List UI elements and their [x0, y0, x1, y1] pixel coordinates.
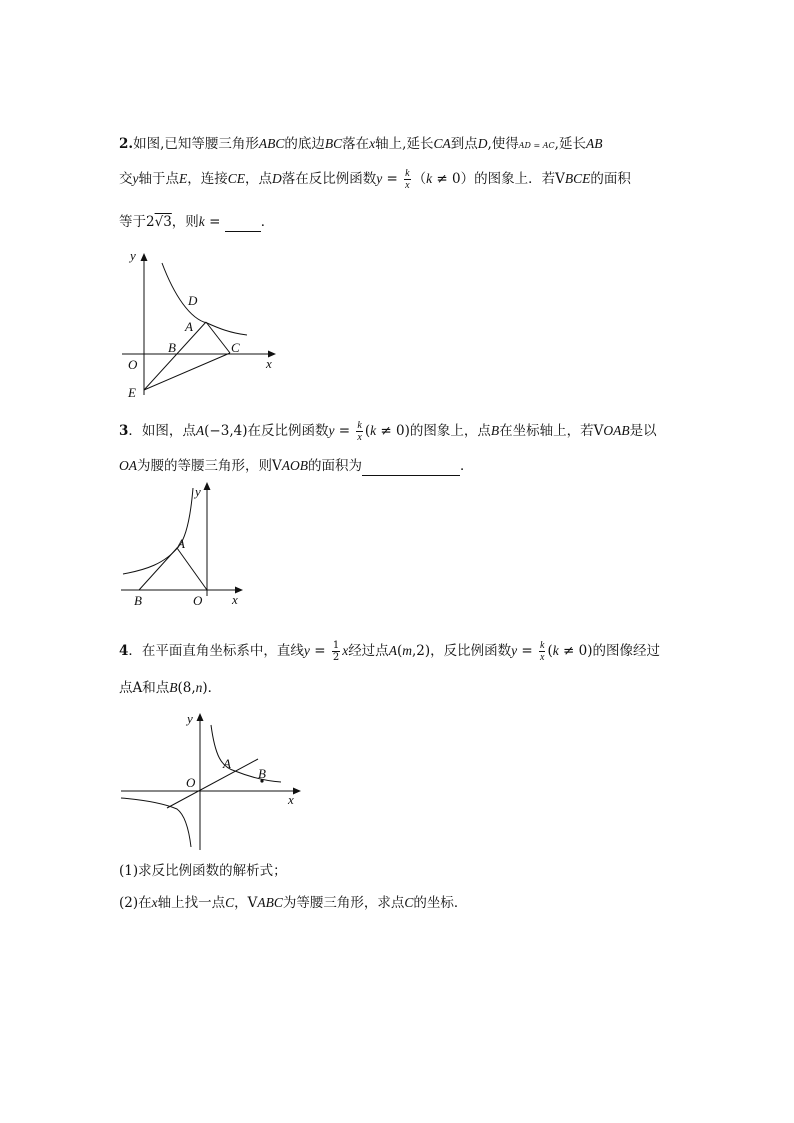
q4-label-a: A [223, 756, 231, 771]
q2-y-arrow [141, 253, 148, 261]
q4-line2: 点A和点B(8,n)． [119, 680, 222, 696]
q4-label-y: y [187, 711, 193, 726]
q4-x-arrow [293, 788, 301, 795]
q2-figure [110, 245, 290, 405]
q2-line3: 等于2√3，则k = ． [119, 214, 275, 230]
q3-line-ao [177, 548, 207, 590]
q2-label-a: A [185, 319, 193, 334]
q4-line-y-half-x [167, 759, 258, 808]
q3-hyperbola [123, 488, 193, 574]
q4-label-x: x [288, 792, 294, 807]
q4-sub2: (2)在x轴上找一点C，VABC为等腰三角形，求点C的坐标． [119, 895, 468, 911]
q2-line-ec [144, 353, 230, 390]
q3-label-b: B [134, 593, 142, 608]
q4-hyperbola-q1 [211, 725, 281, 782]
q2-label-c: C [231, 340, 240, 355]
q4-y-arrow [197, 713, 204, 721]
q2-label-e: E [128, 385, 136, 400]
q4-line1: 4．在平面直角坐标系中，直线y = $\frac{1}{2}$ x经过点A(m,2)，反比例函数y = $\frac{k}{x}$ (k ≠ 0)的图像经过 [119, 640, 661, 663]
q2-label-y: y [130, 248, 136, 263]
q4-hyperbola-q3 [121, 798, 191, 847]
q2-line-dc [206, 322, 230, 353]
q4-sub1: (1)求反比例函数的解析式； [119, 863, 287, 879]
q2-label-o: O [128, 357, 138, 372]
q2-line1: 2.如图,已知等腰三角形ABC的底边BC落在x轴上,延长CA到点D,使得AD = AC,延长AB [119, 136, 603, 152]
q3-label-o: O [193, 593, 203, 608]
q2-label-b: B [168, 340, 176, 355]
q4-figure [115, 705, 315, 855]
q3-line1: 3．如图，点A(−3,4)在反比例函数y = $\frac{k}{x}$ (k ≠ 0)的图象上，点B在坐标轴上，若VOAB是以 [119, 420, 657, 443]
q4-label-o: O [186, 775, 196, 790]
q2-label-d: D [188, 293, 198, 308]
q3-figure [115, 478, 255, 613]
q3-label-x: x [232, 592, 238, 607]
q3-label-a: A [177, 536, 185, 551]
q2-label-x: x [266, 356, 272, 371]
q2-line-eb-ad [144, 322, 206, 390]
q4-label-b: B [258, 766, 266, 781]
q3-label-y: y [195, 484, 201, 499]
q2-line2: 交y轴于点E，连接CE，点D落在反比例函数y = $\frac{k}{x}$ （k ≠ 0）的图象上．若VBCE的面积 [119, 168, 631, 191]
q3-y-arrow [204, 482, 211, 490]
q3-line2: OA为腰的等腰三角形，则VAOB的面积为 ． [119, 458, 474, 474]
